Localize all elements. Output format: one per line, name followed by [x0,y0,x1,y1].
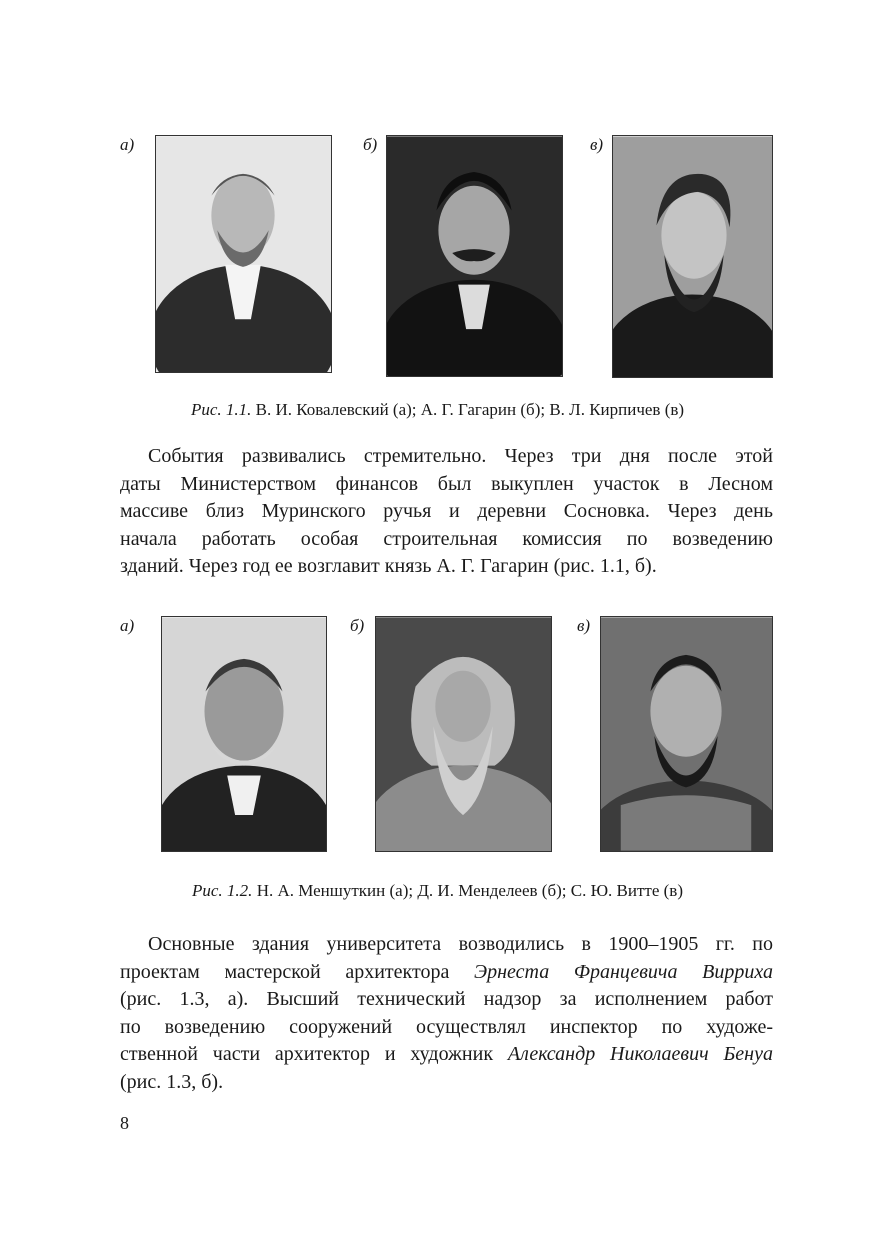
caption-number: Рис. 1.2. [192,881,253,900]
text-segment: (рис. 1.3, а). Высший технический надзор за исполнением работ [120,988,773,1010]
figure-1 [0,135,875,385]
text-segment: проектам мастерской архитектора [120,960,474,983]
portrait-gray-icon [613,136,772,377]
text-segment: (рис. 1.3, б). [120,1070,224,1093]
paragraph-1 [120,443,773,581]
portrait-dark-icon [387,136,562,376]
text-line [120,986,773,1014]
figure-2-caption [0,881,875,901]
paragraph-2 [120,931,773,1096]
portrait-photo [386,135,563,377]
portrait-gray-icon [601,617,772,851]
text-segment: Основные здания университета возводились в 1900–1905 гг. по [148,933,773,955]
text-segment: по возведению сооружений осуществлял инспектор по художе- [120,1015,773,1038]
text-line [120,931,773,959]
text-line [120,1014,773,1042]
portrait-photo [375,616,552,852]
figure-1-caption [0,400,875,420]
portrait-photo [155,135,332,373]
caption-text: В. И. Ковалевский (а); А. Г. Гагарин (б); В. Л. Кирпичев (в) [255,400,685,419]
portrait-light-icon [162,617,326,851]
portrait-dark-icon [376,617,551,851]
text-segment: ственной части архитектор и художник [120,1043,508,1065]
portrait-photo [612,135,773,378]
italic-name: Эрнеста Францевича Вирриха [474,960,773,983]
portrait-photo [600,616,773,852]
text-line [120,1041,773,1069]
panel-label: а) [120,135,135,154]
page-number: 8 [120,1113,129,1133]
italic-name: Александр Николаевич Бенуа [507,1043,773,1065]
panel-label: в) [577,616,591,635]
panel-label: б) [350,616,365,635]
text-line [120,1069,773,1097]
text-line [120,959,773,987]
caption-number: Рис. 1.1. [190,400,252,419]
portrait-photo [161,616,327,852]
figure-2 [0,616,875,866]
text-line: начала работать особая строительная комиссия по возведению [120,527,773,550]
text-line: зданий. Через год ее возглавит князь А. Г. Гагарин (рис. 1.1, б). [120,555,657,577]
panel-label: б) [363,135,378,154]
text-line: массиве близ Муринского ручья и деревни Сосновка. Через день [120,500,773,522]
panel-label: в) [590,135,604,154]
portrait-light-icon [156,136,331,372]
panel-label: а) [120,616,135,635]
caption-text: Н. А. Меншуткин (а); Д. И. Менделеев (б); С. Ю. Витте (в) [256,881,683,900]
text-line: События развивались стремительно. Через три дня после этой [148,445,773,467]
text-line: даты Министерством финансов был выкуплен участок в Лесном [120,472,773,495]
